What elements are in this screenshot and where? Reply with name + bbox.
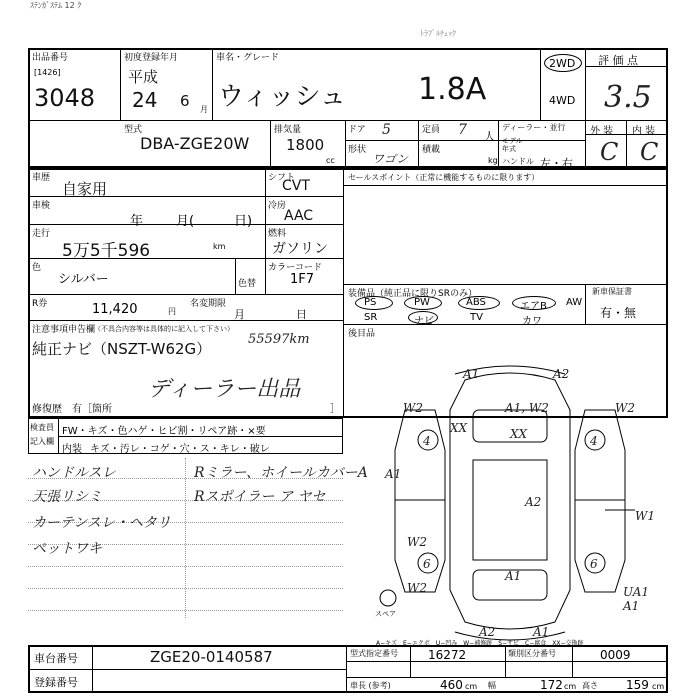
warranty-label: 新車保証書 <box>592 287 632 296</box>
mark-14: 6 <box>423 557 431 571</box>
inspection-day: 日) <box>234 214 253 229</box>
remark-right-1: Rミラー、ホイールカバーA <box>194 465 368 481</box>
registration-label: 初度登録年月 <box>124 53 179 63</box>
registration-year: 24 <box>132 88 158 112</box>
rating-score: 3.5 <box>604 80 652 115</box>
mark-21: A1 <box>533 625 550 639</box>
equip-abs: ABS <box>466 297 486 308</box>
rating-interior-label: 内 装 <box>632 126 656 137</box>
model-year-label2: 年式 <box>502 145 516 153</box>
equip-leather: カワ <box>522 316 542 327</box>
category-label: 類別区分番号 <box>508 649 556 658</box>
inspection-label: 車検 <box>32 201 51 211</box>
chassis-label: 車台番号 <box>34 652 78 665</box>
lot-label: 出品番号 <box>32 53 69 63</box>
diagram-legend: A−キズ E−エクボ U−凹み W−補修跡 S−サビ C−腐食 XX−交換跡 <box>376 640 584 647</box>
shift-value: CVT <box>282 178 310 194</box>
mark-18: UA1 <box>623 585 650 599</box>
rear-label: 後目品 <box>348 329 376 339</box>
handle-value: 左・右 <box>540 157 573 170</box>
mark-20: A2 <box>479 625 496 639</box>
displacement-label: 排気量 <box>274 125 302 135</box>
load-unit: kg <box>488 156 498 165</box>
equip-sr: SR <box>364 312 378 323</box>
body-value: ワゴン <box>372 152 409 166</box>
mark-17: W2 <box>407 581 427 595</box>
model-grade: 1.8A <box>418 72 487 107</box>
recycle-unit: 円 <box>168 307 176 316</box>
scan-header-mid: ﾄﾗﾌﾞﾙﾁｪｯｸ <box>420 29 456 38</box>
type-label: 型式 <box>124 125 143 135</box>
inspection-month: 月( <box>176 214 195 229</box>
mark-13: W2 <box>407 535 427 549</box>
category-value: 0009 <box>600 648 631 662</box>
color-code-label: カラーコード <box>268 263 323 273</box>
mark-12: W1 <box>635 509 655 523</box>
registration-number-label: 登録番号 <box>34 676 78 689</box>
length-unit: cm <box>465 682 478 691</box>
drive-4wd: 4WD <box>549 94 576 107</box>
mark-4: A1, W2 <box>505 401 549 415</box>
inspector-row1: FW・キズ・色ハゲ・ヒビ割・リペア跡・×要 <box>62 426 266 437</box>
color-code: 1F7 <box>290 272 315 287</box>
mark-19: A1 <box>623 599 640 613</box>
rating-interior: C <box>640 138 659 166</box>
capacity-label: 定員 <box>422 125 441 135</box>
repair-bracket-close: ］ <box>330 404 340 415</box>
type-code: DBA-ZGE20W <box>140 134 250 153</box>
inspector-label1: 検査員 <box>30 423 54 432</box>
warranty-value: 有・無 <box>600 306 637 320</box>
color-value: シルバー <box>58 272 109 287</box>
chassis-value: ZGE20-0140587 <box>150 648 273 666</box>
mark-5: W2 <box>615 401 635 415</box>
model-label: 車名・グレード <box>216 53 280 63</box>
shift-label: シフト <box>268 173 296 183</box>
equip-tv: TV <box>470 312 483 323</box>
width-unit: cm <box>564 682 577 691</box>
remark-left-2: 天張リシミ <box>32 489 102 505</box>
width-value: 172 <box>540 678 563 692</box>
doors-label: ドア <box>348 125 366 135</box>
mark-1: A1 <box>463 367 480 381</box>
dealer-label: ディーラー・並行 <box>502 123 566 132</box>
height-label: 高さ <box>582 681 598 690</box>
remark-left-1: ハンドルスレ <box>32 465 116 481</box>
displacement-value: 1800 <box>286 136 325 154</box>
recycle-label: R券 <box>32 299 48 309</box>
displacement-unit: cc <box>326 156 335 165</box>
mark-6: 4 <box>423 434 431 448</box>
height-value: 159 <box>626 678 649 692</box>
doors-value: 5 <box>382 122 391 138</box>
width-label: 幅 <box>488 681 496 690</box>
mileage-unit: km <box>213 242 226 251</box>
length-label: 車長 (参考) <box>350 681 391 690</box>
notes-navi: 純正ナビ（NSZT-W62G） <box>32 340 212 358</box>
remark-left-4: ペットワキ <box>32 541 102 557</box>
notes-label: 注意事項申告欄 <box>32 325 96 335</box>
type-cert-value: 16272 <box>428 648 467 662</box>
repair-label: 修復歴 有［箇所 <box>32 404 112 415</box>
aircon-value: AAC <box>284 208 314 224</box>
equip-pw: PW <box>414 297 430 308</box>
model-name: ウィッシュ <box>218 82 346 112</box>
model-year-label1: モデル <box>502 137 523 145</box>
lot-small-code: [1426] <box>34 68 61 77</box>
notes-km: 55597km <box>248 332 310 347</box>
mileage-label: 走行 <box>32 229 51 239</box>
mark-16: A1 <box>505 569 522 583</box>
capacity-unit: 人 <box>484 130 495 143</box>
recycle-month: 月 <box>234 308 245 321</box>
scan-header: ｽﾃﾝｶﾞｽﾃﾑ 12 ｸ <box>30 1 82 10</box>
color-change-label: 色替 <box>238 279 257 289</box>
inspector-row2: キズ・汚レ・コゲ・穴・ス・キレ・破レ <box>90 444 270 455</box>
load-label: 積載 <box>422 145 441 155</box>
mileage-value: 5万5千596 <box>62 241 151 261</box>
height-unit: cm <box>652 682 665 691</box>
registration-month-unit: 月 <box>200 105 208 114</box>
mark-11: A2 <box>525 495 542 509</box>
registration-era: 平成 <box>128 68 159 86</box>
drive-2wd: 2WD <box>549 57 576 70</box>
inspector-row2-label: 内装 <box>62 444 82 455</box>
mark-8: XX <box>510 427 528 441</box>
type-cert-label: 型式指定番号 <box>350 649 398 658</box>
car-damage-diagram <box>345 360 665 648</box>
rating-exterior: C <box>600 138 619 166</box>
fuel-label: 燃料 <box>268 229 287 239</box>
recycle-deadline-label: 名変期限 <box>190 299 227 309</box>
mark-15: 6 <box>590 557 598 571</box>
registration-month: 6 <box>180 92 190 110</box>
aircon-label: 冷房 <box>268 201 287 211</box>
fuel-value: ガソリン <box>272 241 328 257</box>
mark-10: A1 <box>385 467 402 481</box>
inspection-year: 年 <box>130 214 144 229</box>
remark-right-2: Rスポイラー ア ヤセ <box>194 489 326 505</box>
notes-sub-label: （不具合内容等は具体的に記入して下さい） <box>94 325 234 333</box>
recycle-value: 11,420 <box>92 302 138 317</box>
mark-7: XX <box>450 421 468 435</box>
mark-9: 4 <box>590 434 598 448</box>
mark-2: A2 <box>553 367 570 381</box>
sales-point-label: セールスポイント（正常に機能するものに限ります） <box>348 173 540 182</box>
remark-left-3: カーテンスレ・ヘタリ <box>32 515 171 531</box>
equip-navi: ナビ <box>414 316 434 327</box>
equip-ps: PS <box>364 297 377 308</box>
recycle-day: 日 <box>296 308 307 321</box>
capacity-value: 7 <box>458 122 467 138</box>
rating-label: 評 価 点 <box>598 54 638 67</box>
equip-aw: AW <box>566 297 583 308</box>
color-label: 色 <box>32 263 42 273</box>
equip-airbag: エアB <box>520 301 547 312</box>
inspector-label2: 記入欄 <box>30 437 54 446</box>
use-value: 自家用 <box>62 180 108 198</box>
length-value: 460 <box>440 678 463 692</box>
notes-dealer: ディーラー出品 <box>148 377 301 402</box>
handle-label: ハンドル <box>502 157 534 166</box>
use-label: 車歴 <box>32 173 51 183</box>
lot-number: 3048 <box>34 84 96 112</box>
rating-exterior-label: 外 装 <box>590 126 614 137</box>
equipment-label: 装備品（純正品に限りSRのみ） <box>348 289 477 299</box>
spare-label: スペア <box>375 610 396 618</box>
mark-3: W2 <box>403 401 423 415</box>
body-label: 形状 <box>348 145 367 155</box>
